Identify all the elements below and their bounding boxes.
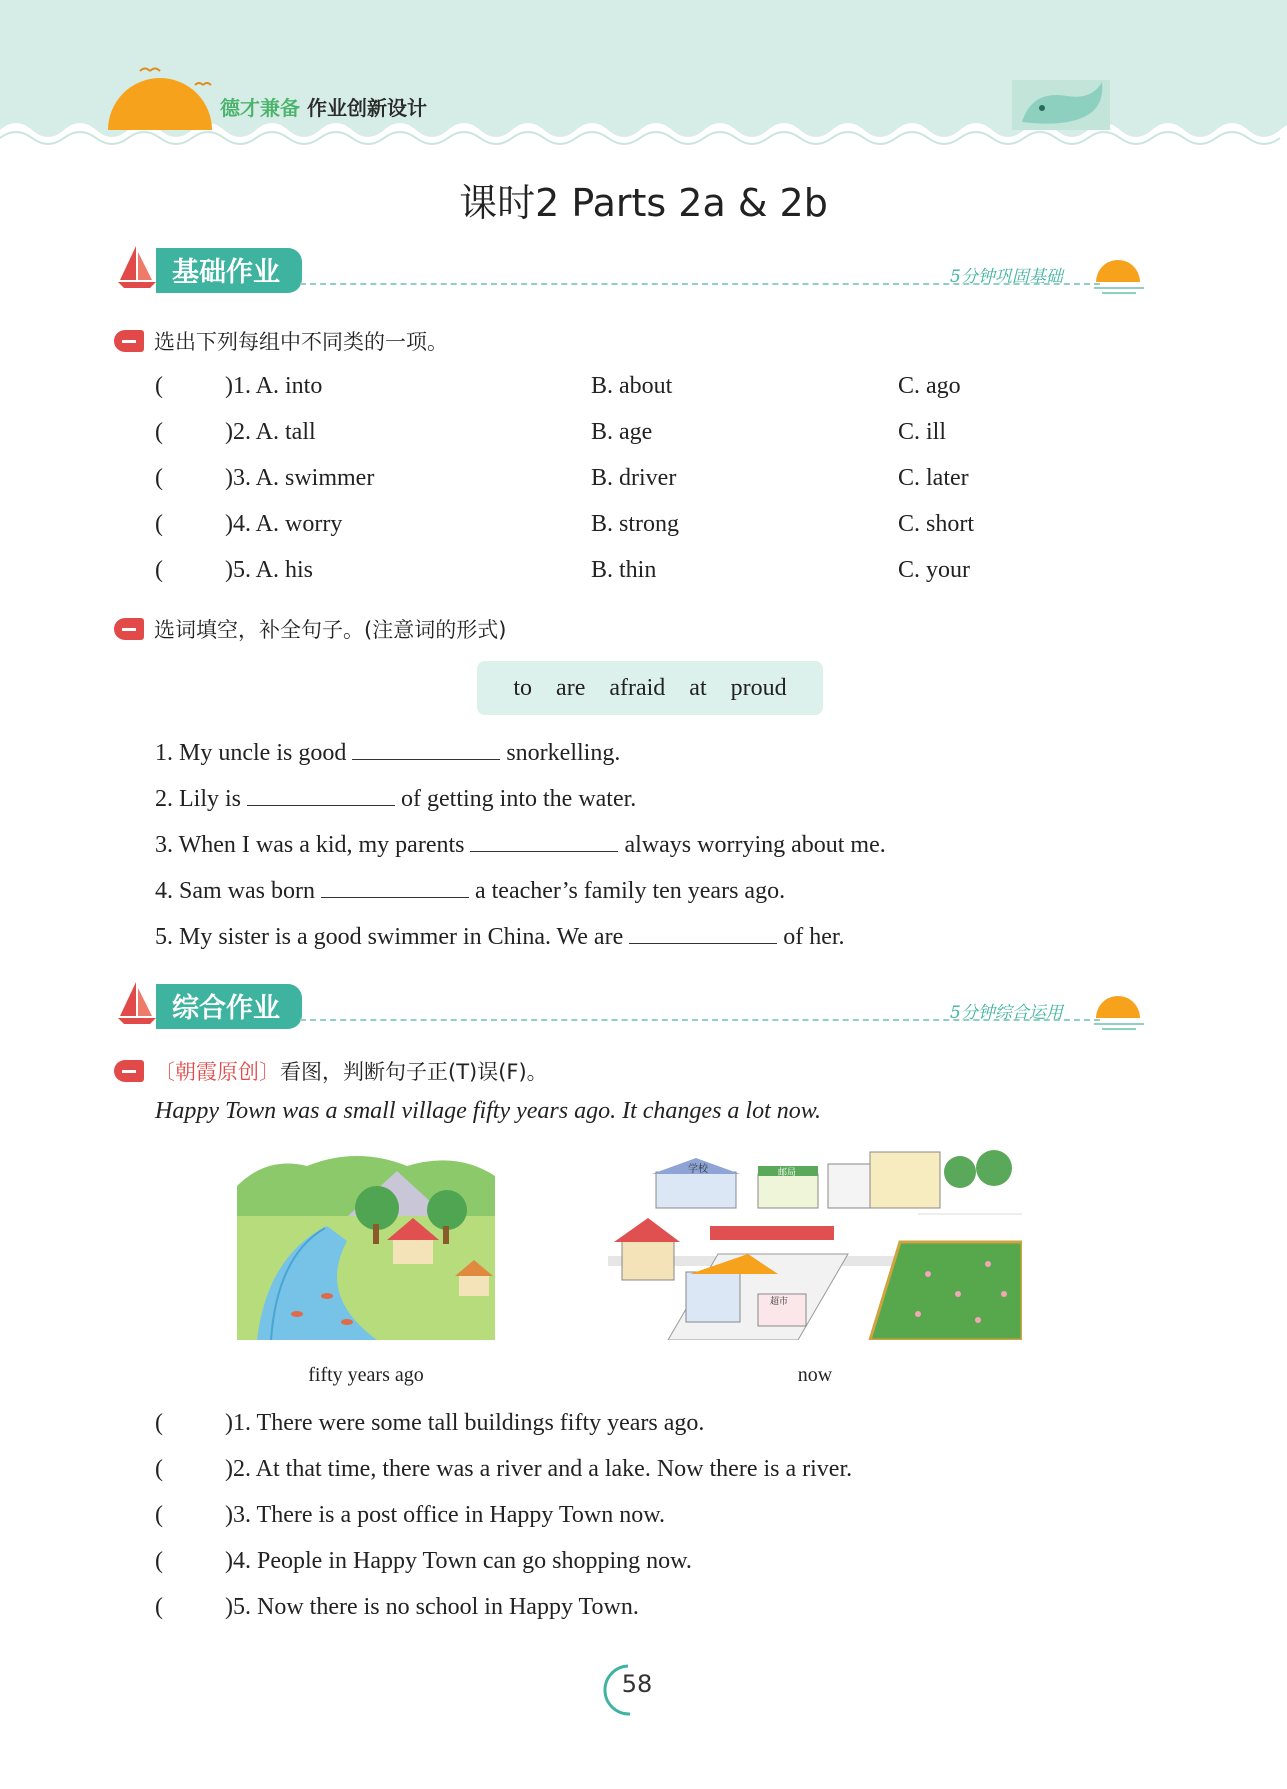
section-basic-note: 5分钟巩固基础 <box>950 267 1063 287</box>
q1-option-c: C. your <box>898 557 970 583</box>
sailboat-icon <box>112 978 160 1026</box>
q3-item: ( )1. There were some tall buildings fifty years ago. <box>155 1410 705 1436</box>
answer-blank[interactable] <box>247 783 395 806</box>
q1-option-b: B. age <box>591 419 653 445</box>
q3-item: ( )5. Now there is no school in Happy Town. <box>155 1594 639 1620</box>
school-sign: 学校 <box>688 1164 708 1175</box>
post-office-sign: 邮局 <box>778 1168 797 1178</box>
village-illustration <box>237 1146 495 1340</box>
q1-option-b: B. thin <box>591 557 657 583</box>
q1-option-b: B. strong <box>591 511 680 537</box>
q2-sentence: 5. My sister is a good swimmer in China. We are of her. <box>155 921 845 951</box>
q2-sentence: 3. When I was a kid, my parents always worrying about me. <box>155 829 886 859</box>
caption-right: now <box>797 1364 833 1386</box>
town-illustration <box>608 1144 1022 1340</box>
q1-option-c: C. ago <box>898 373 961 399</box>
lesson-title: 课时2 Parts 2a & 2b <box>459 181 828 225</box>
brand-dark: 作业创新设计 <box>306 96 427 120</box>
answer-blank[interactable] <box>321 875 469 898</box>
page-number: 58 <box>621 1670 653 1698</box>
q1-option-b: B. about <box>591 373 673 399</box>
sun-small-icon <box>1092 992 1148 1032</box>
supermarket-sign: 超市 <box>770 1297 789 1307</box>
q3-item: ( )3. There is a post office in Happy Town now. <box>155 1502 666 1528</box>
brand <box>220 92 427 121</box>
section-basic-label: 基础作业 <box>156 248 302 293</box>
q3-item: ( )4. People in Happy Town can go shopping now. <box>155 1548 692 1574</box>
question-1-instruction: 选出下列每组中不同类的一项。 <box>154 330 448 354</box>
whale-icon <box>1012 72 1112 132</box>
question-3-heading <box>154 1056 548 1086</box>
q3-intro: Happy Town was a small village fifty years ago. It changes a lot now. <box>155 1098 821 1124</box>
q1-option-c: C. short <box>898 511 975 537</box>
sailboat-icon <box>112 242 160 290</box>
q1-item: ( )4. A. worry <box>155 511 343 537</box>
sun-logo-icon <box>100 55 220 135</box>
brand-green: 德才兼备 <box>220 96 300 120</box>
caption-left: fifty years ago <box>308 1364 424 1386</box>
sun-small-icon <box>1092 256 1148 296</box>
q1-option-c: C. ill <box>898 419 947 445</box>
original-tag: 〔朝霞原创〕 <box>154 1060 280 1084</box>
question-3-badge <box>114 1060 144 1082</box>
question-3-instruction: 看图，判断句子正(T)误(F)。 <box>280 1060 548 1084</box>
question-1-badge <box>114 330 144 352</box>
q1-item: ( )3. A. swimmer <box>155 465 375 491</box>
q1-item: ( )5. A. his <box>155 557 314 583</box>
answer-blank[interactable] <box>470 829 618 852</box>
q1-option-b: B. driver <box>591 465 677 491</box>
question-2-instruction: 选词填空，补全句子。(注意词的形式) <box>154 618 507 642</box>
answer-blank[interactable] <box>352 737 500 760</box>
q3-item: ( )2. At that time, there was a river and a lake. Now there is a river. <box>155 1456 853 1482</box>
q1-item: ( )1. A. into <box>155 373 323 399</box>
answer-blank[interactable] <box>629 921 777 944</box>
question-2-badge <box>114 618 144 640</box>
section-comprehensive-label: 综合作业 <box>156 984 302 1029</box>
q2-sentence: 1. My uncle is good snorkelling. <box>155 737 620 767</box>
q1-item: ( )2. A. tall <box>155 419 316 445</box>
q1-option-c: C. later <box>898 465 969 491</box>
q2-sentence: 4. Sam was born a teacher’s family ten years ago. <box>155 875 785 905</box>
word-bank: to are afraid at proud <box>477 661 823 715</box>
section-comprehensive-note: 5分钟综合运用 <box>950 1003 1063 1023</box>
q2-sentence: 2. Lily is of getting into the water. <box>155 783 636 813</box>
